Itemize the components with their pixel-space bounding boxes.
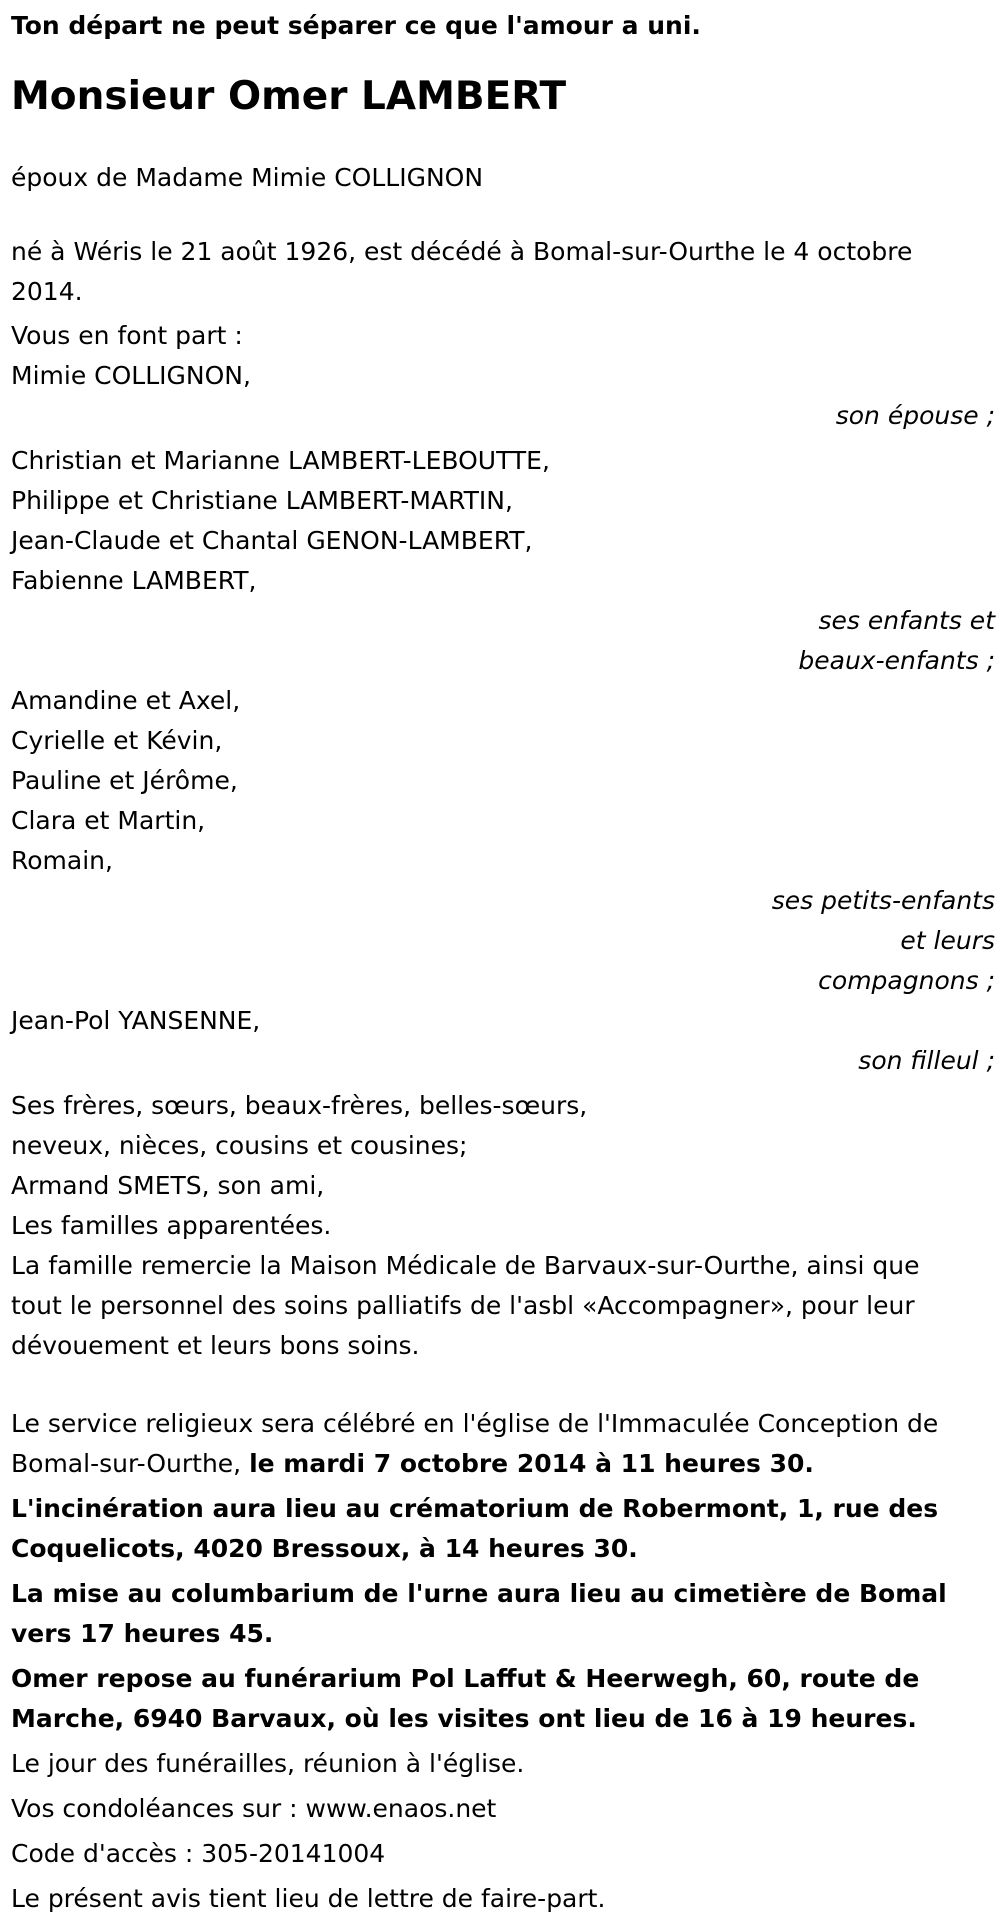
service-datetime: le mardi 7 octobre 2014 à 11 heures 30.	[249, 1449, 814, 1478]
relation-label: ses petits-enfants	[771, 886, 995, 915]
columbarium-info	[11, 1574, 996, 1654]
service-line: Le service religieux sera célébré en l'église de l'Immaculée Conception de	[11, 1409, 939, 1438]
service-line	[11, 1444, 996, 1484]
cremation-line: L'incinération aura lieu au crématorium de Robermont, 1, rue des	[11, 1494, 939, 1523]
other-relatives-line: Ses frères, sœurs, beaux-frères, belles-sœurs,	[11, 1091, 588, 1120]
family-member: Jean-Pol YANSENNE,	[11, 1006, 261, 1035]
relation-label: compagnons ;	[818, 966, 995, 995]
family-member: Clara et Martin,	[11, 806, 206, 835]
relation-label: ses enfants et	[818, 606, 995, 635]
condolences-info: Vos condoléances sur : www.enaos.net	[11, 1794, 497, 1823]
family-member: Romain,	[11, 846, 113, 875]
birth-death-info	[11, 232, 996, 312]
columbarium-line: vers 17 heures 45.	[11, 1619, 274, 1648]
relation-label: et leurs	[900, 926, 995, 955]
birth-death-line: 2014.	[11, 277, 83, 306]
funeral-home-info	[11, 1659, 996, 1739]
obituary-notice	[11, 0, 996, 1919]
family-group-godson	[11, 1001, 996, 1081]
other-relatives-line: neveux, nièces, cousins et cousines;	[11, 1131, 468, 1160]
family-member: Jean-Claude et Chantal GENON-LAMBERT,	[11, 526, 533, 555]
other-relatives	[11, 1086, 996, 1246]
funeral-home-line: Marche, 6940 Barvaux, où les visites ont lieu de 16 à 19 heures.	[11, 1704, 917, 1733]
cremation-info	[11, 1489, 996, 1569]
columbarium-line: La mise au columbarium de l'urne aura lieu au cimetière de Bomal	[11, 1579, 947, 1608]
relation-label: son épouse ;	[835, 401, 995, 430]
thanks-paragraph	[11, 1246, 996, 1366]
family-member: Cyrielle et Kévin,	[11, 726, 223, 755]
notice-line: Le présent avis tient lieu de lettre de faire-part.	[11, 1884, 606, 1913]
relation-label: beaux-enfants ;	[798, 646, 995, 675]
other-relatives-line: Armand SMETS, son ami,	[11, 1171, 325, 1200]
epigraph: Ton départ ne peut séparer ce que l'amour a uni.	[11, 11, 701, 40]
access-code: Code d'accès : 305-20141004	[11, 1839, 386, 1868]
family-group-spouse	[11, 356, 996, 436]
service-info	[11, 1404, 996, 1484]
meeting-info: Le jour des funérailles, réunion à l'église.	[11, 1749, 525, 1778]
thanks-line: tout le personnel des soins palliatifs de l'asbl «Accompagner», pour leur	[11, 1291, 915, 1320]
family-member: Philippe et Christiane LAMBERT-MARTIN,	[11, 486, 513, 515]
family-group-children	[11, 441, 996, 681]
cremation-line: Coquelicots, 4020 Bressoux, à 14 heures 30.	[11, 1534, 638, 1563]
funeral-home-line: Omer repose au funérarium Pol Laffut & Heerwegh, 60, route de	[11, 1664, 920, 1693]
family-member: Christian et Marianne LAMBERT-LEBOUTTE,	[11, 446, 550, 475]
other-relatives-line: Les familles apparentées.	[11, 1211, 332, 1240]
family-group-grandchildren	[11, 681, 996, 1001]
birth-death-line: né à Wéris le 21 août 1926, est décédé à Bomal-sur-Ourthe le 4 octobre	[11, 237, 913, 266]
spouse-line: époux de Madame Mimie COLLIGNON	[11, 163, 484, 192]
announce-intro: Vous en font part :	[11, 321, 243, 350]
family-member: Amandine et Axel,	[11, 686, 241, 715]
deceased-name: Monsieur Omer LAMBERT	[11, 74, 567, 119]
service-place: Bomal-sur-Ourthe,	[11, 1449, 250, 1478]
family-member: Pauline et Jérôme,	[11, 766, 238, 795]
family-member: Mimie COLLIGNON,	[11, 361, 251, 390]
thanks-line: La famille remercie la Maison Médicale de Barvaux-sur-Ourthe, ainsi que	[11, 1251, 920, 1280]
relation-label: son filleul ;	[858, 1046, 995, 1075]
thanks-line: dévouement et leurs bons soins.	[11, 1331, 420, 1360]
family-member: Fabienne LAMBERT,	[11, 566, 257, 595]
